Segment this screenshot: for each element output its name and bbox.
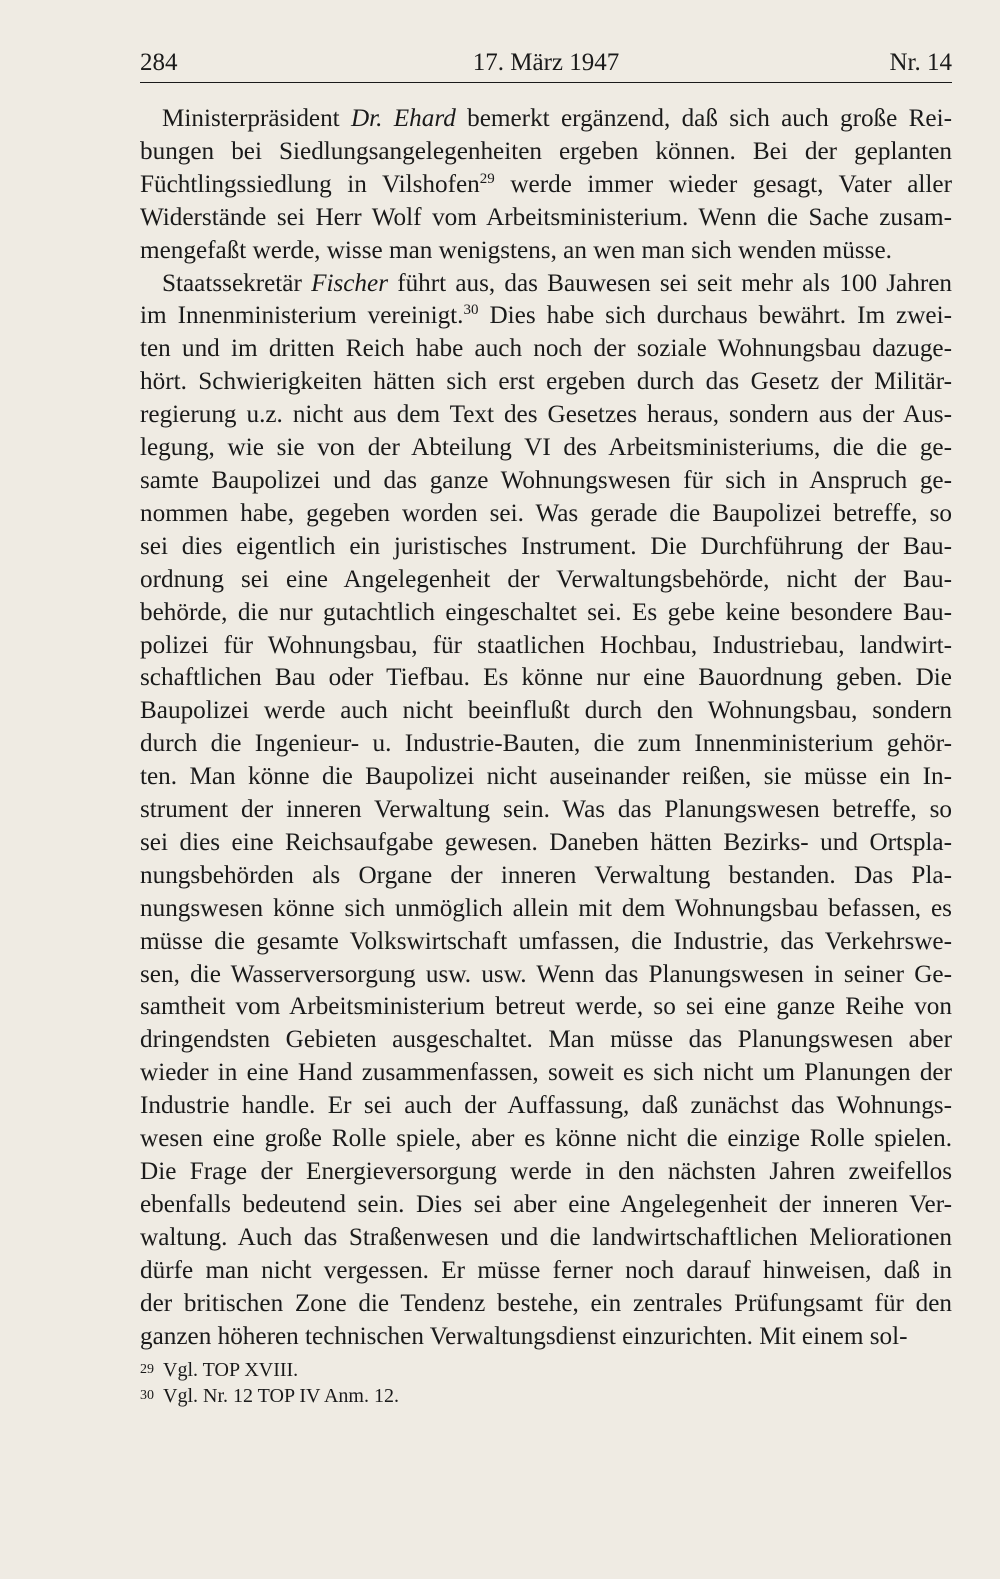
text-line: sei dies eigentlich ein juristisches Instrument. Die Durchführung der Bau- (140, 532, 952, 560)
text-line: durch die Ingenieur- u. Industrie-Bauten, die zum Innenministerium gehör- (140, 730, 952, 758)
text-line: dürfe man nicht vergessen. Er müsse ferner noch darauf hinweisen, daß in (140, 1256, 952, 1284)
text-line: ebenfalls bedeutend sein. Dies sei aber eine Angelegenheit der inneren Ver- (140, 1190, 952, 1218)
text-line: Baupolizei werde auch nicht beeinflußt durch den Wohnungsbau, sondern (140, 697, 952, 725)
footnote (140, 1357, 840, 1383)
text-line: behörde, die nur gutachtlich eingeschaltet sei. Es gebe keine besondere Bau- (140, 598, 952, 626)
text-line: Industrie handle. Er sei auch der Auffassung, daß zunächst das Wohnungs- (140, 1092, 952, 1120)
footnote-reference: 29 (479, 170, 495, 187)
text-line: Ministerpräsident Dr. Ehard bemerkt ergänzend, daß sich auch große Rei- (162, 105, 952, 132)
page-number: 284 (140, 49, 178, 76)
text-line: ten. Man könne die Baupolizei nicht auseinander reißen, sie müsse ein In- (140, 763, 952, 791)
speaker-name: Dr. Ehard (350, 105, 456, 132)
text-line: wieder in eine Hand zusammenfassen, soweit es sich nicht um Planungen der (140, 1059, 952, 1087)
text-line: polizei für Wohnungsbau, für staatlichen Hochbau, Industriebau, landwirt- (140, 631, 952, 659)
speaker-name: Fischer (311, 269, 389, 297)
text-line: müsse die gesamte Volkswirtschaft umfassen, die Industrie, das Verkehrswe- (140, 927, 952, 955)
text-line: Staatssekretär Fischer führt aus, das Bauwesen sei seit mehr als 100 Jahren (162, 269, 952, 297)
text-line: dringendsten Gebieten ausgeschaltet. Man müsse das Planungswesen aber (140, 1026, 952, 1054)
text-line: ganzen höheren technischen Verwaltungsdienst einzurichten. Mit einem sol- (140, 1322, 908, 1350)
footnote-reference: 30 (463, 302, 479, 319)
text-line: sen, die Wasserversorgung usw. usw. Wenn das Planungswesen in seiner Ge- (140, 960, 952, 988)
paragraph (140, 103, 952, 268)
text-line: nommen habe, gegeben worden sei. Was gerade die Baupolizei betreffe, so (140, 499, 952, 527)
footnote-number: 29 (140, 1362, 154, 1377)
text-line: im Innenministerium vereinigt.$^{30}$ Dies habe sich durchaus bewährt. Im zwei- (140, 302, 952, 330)
text-line: strument der inneren Verwaltung sein. Was das Planungswesen betreffe, so (140, 796, 952, 824)
text-line: waltung. Auch das Straßenwesen und die landwirtschaftlichen Meliorationen (140, 1223, 952, 1251)
text-line: schaftlichen Bau oder Tiefbau. Es könne nur eine Bauordnung geben. Die (140, 664, 952, 692)
text-line: nungswesen könne sich unmöglich allein mit dem Wohnungsbau befassen, es (140, 894, 952, 922)
text-line: legung, wie sie von der Abteilung VI des Arbeitsministeriums, die die ge- (140, 434, 952, 462)
text-line: regierung u.z. nicht aus dem Text des Gesetzes heraus, sondern aus der Aus- (140, 401, 952, 429)
footnote-number: 30 (140, 1388, 154, 1403)
text-line: Die Frage der Energieversorgung werde in den nächsten Jahren zweifellos (140, 1158, 952, 1185)
footnote (140, 1383, 840, 1409)
footnote-text: Vgl. Nr. 12 TOP IV Anm. 12. (163, 1385, 399, 1407)
text-line: der britischen Zone die Tendenz bestehe, ein zentrales Prüfungsamt für den (140, 1289, 952, 1317)
text-line: ordnung sei eine Angelegenheit der Verwaltungsbehörde, nicht der Bau- (140, 565, 952, 593)
text-line: wesen eine große Rolle spiele, aber es könne nicht die einzige Rolle spielen. (140, 1125, 952, 1153)
document-number: Nr. 14 (889, 49, 952, 76)
text-line: hört. Schwierigkeiten hätten sich erst ergeben durch das Gesetz der Militär- (140, 368, 952, 396)
text-line: ten und im dritten Reich habe auch noch der soziale Wohnungsbau dazuge- (140, 335, 952, 363)
paragraph (140, 268, 952, 1354)
footnotes (140, 1357, 840, 1409)
text-line: sei dies eine Reichsaufgabe gewesen. Daneben hätten Bezirks- und Ortspla- (140, 828, 952, 856)
text-line: samte Baupolizei und das ganze Wohnungswesen für sich in Anspruch ge- (140, 466, 952, 494)
text-line: mengefaßt werde, wisse man wenigstens, an wen man sich wenden müsse. (140, 236, 892, 264)
text-line: Füchtlingssiedlung in Vilshofen$^{29}$ werde immer wieder gesagt, Vater aller (140, 170, 952, 198)
text-line: bungen bei Siedlungsangelegenheiten ergeben können. Bei der geplanten (140, 137, 952, 165)
text-line: samtheit vom Arbeitsministerium betreut werde, so sei eine ganze Reihe von (140, 993, 952, 1021)
header-date: 17. März 1947 (472, 49, 620, 76)
text-line: nungsbehörden als Organe der inneren Verwaltung bestanden. Das Pla- (140, 861, 952, 889)
text-line: Widerstände sei Herr Wolf vom Arbeitsministerium. Wenn die Sache zusam- (140, 203, 952, 231)
running-header (140, 48, 952, 82)
header-rule (140, 82, 952, 83)
body-text (140, 103, 952, 1353)
footnote-text: Vgl. TOP XVIII. (163, 1359, 299, 1381)
